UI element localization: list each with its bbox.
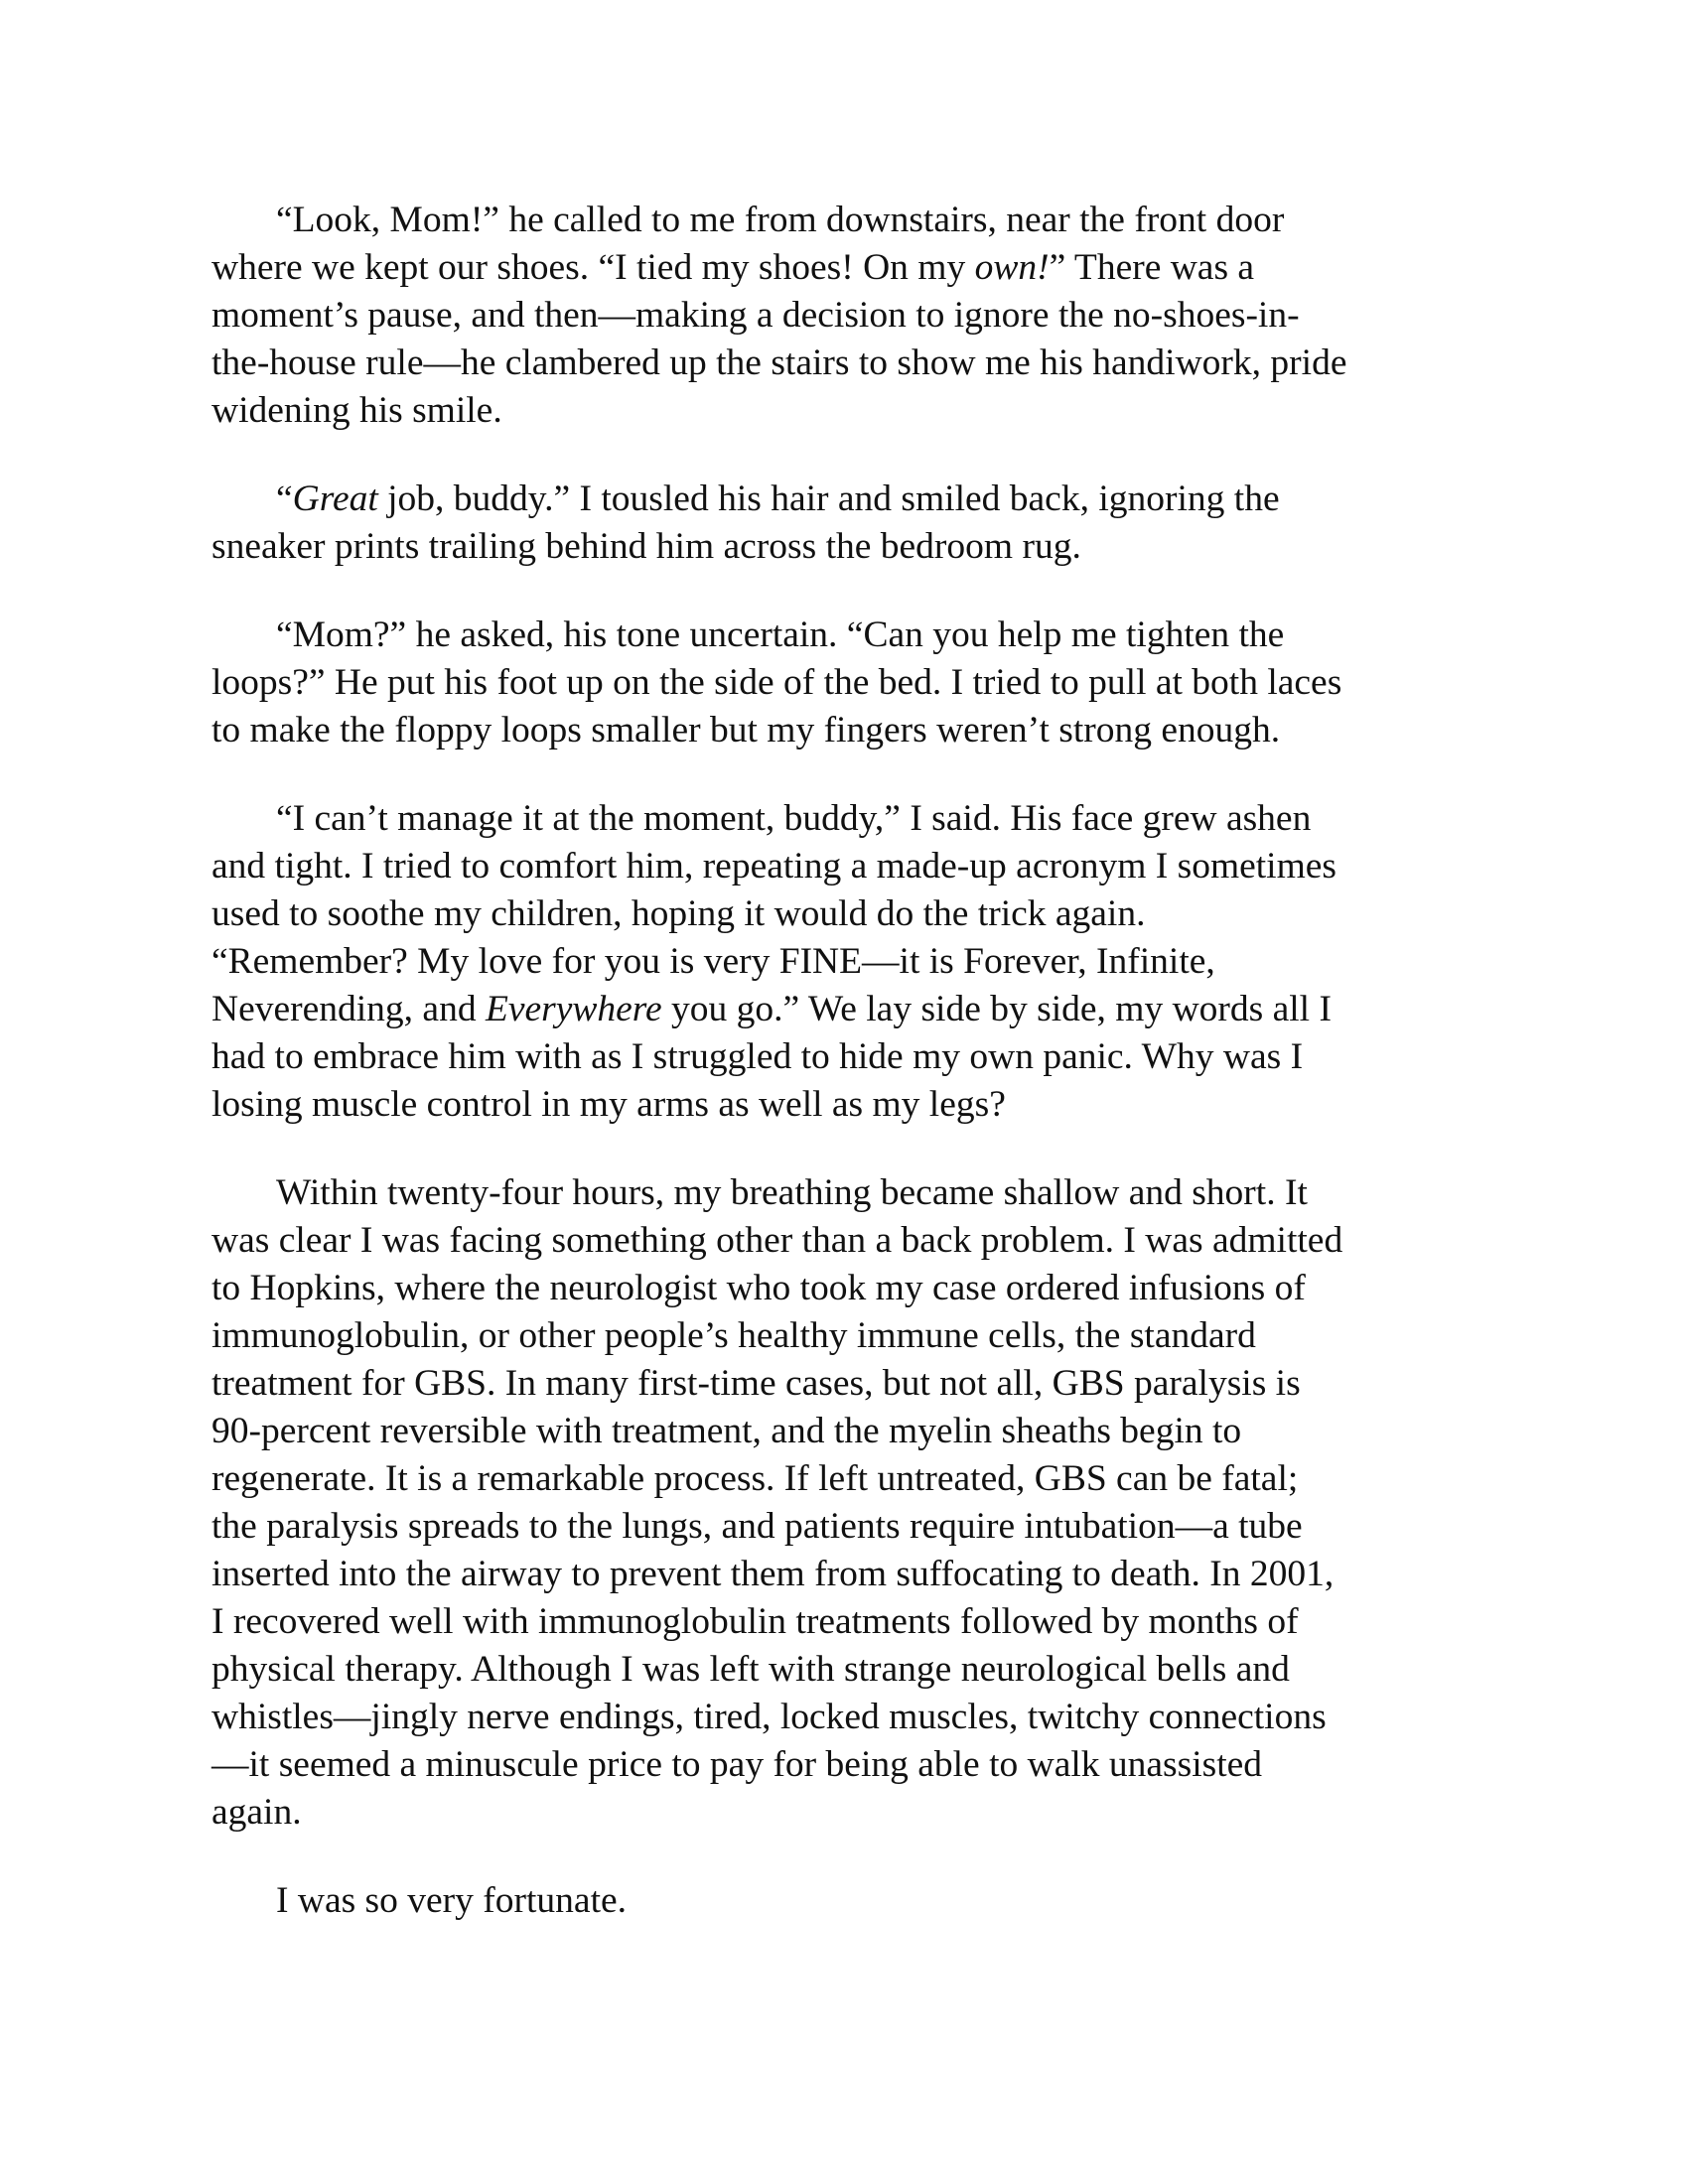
text-run: physical therapy. Although I was left with strange neurological bells and (211, 1649, 1290, 1690)
text-line (211, 1503, 1492, 1551)
text-run: job, buddy.” I tousled his hair and smiled back, ignoring the (377, 478, 1280, 519)
text-line (211, 1217, 1492, 1265)
document-page (211, 197, 1492, 1966)
text-run: losing muscle control in my arms as well as my legs? (211, 1084, 1006, 1125)
text-line (211, 1408, 1492, 1455)
text-line (211, 197, 1492, 244)
text-line (211, 1081, 1492, 1129)
text-line (211, 659, 1492, 707)
text-line (211, 986, 1492, 1033)
text-run: “ (276, 478, 293, 519)
text-run: “Look, Mom!” he called to me from downstairs, near the front door (276, 200, 1285, 240)
text-run: used to soothe my children, hoping it would do the trick again. (211, 893, 1146, 934)
text-line (211, 1694, 1492, 1741)
paragraph (211, 476, 1492, 571)
text-line (211, 1551, 1492, 1598)
text-run: immunoglobulin, or other people’s healthy immune cells, the standard (211, 1315, 1256, 1356)
text-line (211, 1877, 1492, 1925)
text-run: whistles—jingly nerve endings, tired, locked muscles, twitchy connections (211, 1697, 1327, 1737)
text-line (211, 707, 1492, 754)
text-run: was clear I was facing something other than a back problem. I was admitted (211, 1220, 1343, 1261)
text-line (211, 1455, 1492, 1503)
text-line (211, 1033, 1492, 1081)
text-line (211, 843, 1492, 890)
text-line (211, 523, 1492, 571)
text-run: “Mom?” he asked, his tone uncertain. “Can you help me tighten the (276, 614, 1285, 655)
text-run: ” There was a (1049, 247, 1255, 288)
text-line (211, 1598, 1492, 1646)
text-run: inserted into the airway to prevent them from suffocating to death. In 2001, (211, 1554, 1335, 1594)
text-run: again. (211, 1792, 302, 1833)
text-line (211, 1741, 1492, 1789)
text-line (211, 938, 1492, 986)
text-run: the paralysis spreads to the lungs, and patients require intubation—a tube (211, 1506, 1303, 1547)
text-line (211, 1360, 1492, 1408)
text-line (211, 387, 1492, 435)
text-run: to Hopkins, where the neurologist who took my case ordered infusions of (211, 1268, 1306, 1308)
text-run: loops?” He put his foot up on the side of the bed. I tried to pull at both laces (211, 662, 1342, 703)
text-run: treatment for GBS. In many first-time cases, but not all, GBS paralysis is (211, 1363, 1301, 1404)
text-run: moment’s pause, and then—making a decision to ignore the no-shoes-in- (211, 295, 1300, 336)
text-line (211, 340, 1492, 387)
text-line (211, 244, 1492, 292)
text-run: widening his smile. (211, 390, 502, 431)
text-line (211, 292, 1492, 340)
italic-text: Everywhere (485, 989, 662, 1029)
text-run: I was so very fortunate. (276, 1880, 628, 1921)
paragraph (211, 197, 1492, 435)
text-run: to make the floppy loops smaller but my fingers weren’t strong enough. (211, 710, 1281, 751)
text-run: had to embrace him with as I struggled to hide my own panic. Why was I (211, 1036, 1304, 1077)
text-run: Neverending, and (211, 989, 486, 1029)
text-line (211, 1169, 1492, 1217)
text-run: and tight. I tried to comfort him, repeating a made-up acronym I sometimes (211, 846, 1337, 887)
text-line (211, 1646, 1492, 1694)
text-run: “I can’t manage it at the moment, buddy,” I said. His face grew ashen (276, 798, 1312, 839)
text-line (211, 1265, 1492, 1312)
text-run: the-house rule—he clambered up the stairs to show me his handiwork, pride (211, 342, 1347, 383)
text-line (211, 612, 1492, 659)
paragraph (211, 1877, 1492, 1925)
italic-text: Great (292, 478, 378, 519)
text-line (211, 890, 1492, 938)
paragraph (211, 1169, 1492, 1837)
text-run: regenerate. It is a remarkable process. If left untreated, GBS can be fatal; (211, 1458, 1299, 1499)
text-line (211, 1789, 1492, 1837)
text-run: you go.” We lay side by side, my words all I (661, 989, 1332, 1029)
text-line (211, 476, 1492, 523)
text-run: sneaker prints trailing behind him across the bedroom rug. (211, 526, 1081, 567)
text-run: —it seemed a minuscule price to pay for being able to walk unassisted (211, 1744, 1263, 1785)
paragraph (211, 795, 1492, 1129)
text-run: I recovered well with immunoglobulin treatments followed by months of (211, 1601, 1299, 1642)
italic-text: own! (974, 247, 1050, 288)
text-run: where we kept our shoes. “I tied my shoes! On my (211, 247, 975, 288)
body-text (211, 197, 1492, 1925)
text-run: 90-percent reversible with treatment, and the myelin sheaths begin to (211, 1411, 1242, 1451)
text-run: “Remember? My love for you is very FINE—it is Forever, Infinite, (211, 941, 1215, 982)
text-line (211, 795, 1492, 843)
paragraph (211, 612, 1492, 754)
text-line (211, 1312, 1492, 1360)
text-run: Within twenty-four hours, my breathing became shallow and short. It (276, 1172, 1308, 1213)
